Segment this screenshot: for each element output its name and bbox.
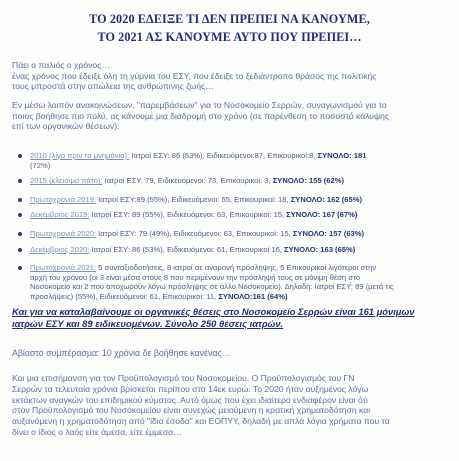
- bullet-icon: [18, 179, 22, 183]
- budget-line: δίνει ο ίδιος ο λαός είτε άμεσα, είτε έμμεσα…: [12, 426, 182, 437]
- staff-counts: Ιατροί ΕΣΥ: 79 (49%), Ειδικευόμενοι: 63, Επικουρικοί: 15,: [96, 228, 293, 238]
- total-count: ΣΥΝΟΛΟ: 157 (63%): [292, 228, 365, 238]
- lead-paragraph: [12, 100, 450, 132]
- period-label: Πρωτοχρονιά 2020:: [30, 228, 97, 238]
- total-count: ΣΥΝΟΛΟ:161 (64%): [218, 291, 288, 301]
- staff-counts: Ιατροί ΕΣΥ:89 (55%), Ειδικευόμενοι: 55, Επικουρικοί: 18,: [96, 194, 291, 204]
- lead-line: Εν μέσω λοιπόν ανακοινώσεων, "παρεμβάσεων" για το Νοσοκομείο Σερρών, συναγωνισμού για το: [12, 100, 387, 110]
- emphasis-line: Και για να καταλαβαίνουμε οι οργανικές θέσεις στο Νοσοκομείο Σερρών είναι 161 μόνιμων: [12, 306, 415, 317]
- emphasis-paragraph: [12, 306, 450, 330]
- staff-counts: προσλήψεις) (55%), Ειδικευόμενοι: 61, Επικουρικοί: 11,: [30, 291, 219, 301]
- total-count: ΣΥΝΟΛΟ: 181: [317, 151, 367, 160]
- intro-line: τους μπροστά στην απώλεια της ανθρώπινης ζωής…: [12, 81, 214, 92]
- bullet-icon: [18, 213, 22, 217]
- period-label: 2010 (λίγο πριν τα μνημόνια):: [30, 151, 130, 160]
- title-line-1: ΤΟ 2020 ΕΔΕΙΞΕ ΤΙ ΔΕΝ ΠΡΕΠΕΙ ΝΑ ΚΑΝΟΥΜΕ,: [89, 12, 370, 26]
- budget-line: στον Προϋπολογισμό του Νοσοκομείου είναι συνεχώς μειούμενη η κρατική χρηματοδότηση και: [12, 405, 371, 416]
- intro-line: ένας χρόνος που έδειξε όλη τη γύμνια του ΕΣΥ, που έδειξε το ξεδιάντροπο θράσος της πολιτικής: [12, 70, 377, 81]
- timeline-item: [18, 195, 448, 205]
- staff-counts: (72%): [30, 160, 51, 170]
- budget-line: Και μια επισήμανση για τον Προϋπολογισμό του Νοσοκομείου. Ο Προϋπολογισμός του ΓΝ: [12, 373, 355, 383]
- budget-line: εκτάκτων αναγκών του επιδημικού κύματος. Αυτό όμως που έχει ιδιαίτερο ενδιαφέρον είναι ότι: [12, 394, 368, 405]
- timeline-line: [30, 245, 448, 255]
- timeline-line: [30, 273, 448, 283]
- staff-counts: Ιατροί ΕΣΥ: 86 (53%), Ειδικευόμενοι: 61, Επικουρικοί 16,: [89, 244, 285, 254]
- period-label: Δεκέμβριος 2020:: [30, 244, 90, 254]
- timeline-line: [30, 210, 448, 220]
- lead-line: επί των οργανικών θέσεων):: [12, 121, 120, 132]
- timeline-line: [30, 292, 448, 302]
- period-label: Δεκέμβριος 2019:: [30, 210, 90, 220]
- total-count: ΣΥΝΟΛΟ: 167 (67%): [286, 210, 358, 220]
- title-line-2: ΤΟ 2021 ΑΣ ΚΑΝΟΥΜΕ ΑΥΤΟ ΠΟΥ ΠΡΕΠΕΙ…: [97, 30, 362, 44]
- total-count: ΣΥΝΟΛΟ: 163 (65%): [284, 244, 356, 254]
- total-count: ΣΥΝΟΛΟ: 162 (65%): [290, 194, 362, 204]
- budget-line: Σερρών τα τελευταία χρόνια βρίσκεται περίπου στα 14εκ ευρώ. Το 2020 ήταν αυξημένος λόγω: [12, 383, 369, 394]
- timeline-item: [18, 245, 448, 255]
- budget-paragraph: [12, 373, 450, 438]
- emphasis-line: ιατρών ΕΣΥ και 89 ειδικευομένων. Σύνολο 250 θέσεις ιατρών.: [12, 318, 284, 329]
- staff-counts: Νοσοκομείο και 2 που αποχωρούν λόγω πρόσληψης σε άλλο Νοσοκομείο). Δηλαδή: Ιατροί ΕΣΥ: 89 (μετά τις: [30, 282, 394, 292]
- timeline-list: [18, 151, 448, 308]
- total-count: ΣΥΝΟΛΟ: 155 (62%): [272, 176, 345, 186]
- timeline-line: [30, 263, 448, 273]
- staff-counts: Ιατροί ΕΣΥ: 89 (55%), Ειδικευόμενοι: 63, Επικουρικοί: 15,: [89, 210, 287, 220]
- period-label: Πρωτοχρονιά 2021:: [30, 263, 97, 273]
- timeline-line: [30, 161, 448, 171]
- period-label: 2015 (κλείσιμο πάτο):: [30, 176, 103, 186]
- budget-line: αυξανόμενη η χρηματοδότηση από "ίδια έσοδα" και ΕΟΠΥΥ, δηλαδή με απλά λόγια χρήματα που τα: [12, 416, 390, 427]
- timeline-line: [30, 282, 448, 292]
- period-label: Πρωτοχρονιά 2019:: [30, 194, 97, 204]
- lead-line: ποιος βοήθησε πιο πολύ, ας κάνουμε μια διαδρομή στο χρόνο (σε παρένθεση το ποσοστό κάλυψης: [12, 110, 390, 121]
- bullet-icon: [18, 248, 22, 252]
- timeline-line: [30, 151, 448, 161]
- bullet-icon: [18, 154, 22, 158]
- timeline-item: [18, 210, 448, 220]
- staff-counts: αρχή του χρόνου (οι 3 είναι μέσα στους 8 που περιμένουν την πρόσληψή τους σε μόνιμη θέση στο: [30, 272, 361, 282]
- timeline-item: [18, 263, 448, 301]
- bullet-icon: [18, 198, 22, 202]
- staff-counts: Ιατροί ΕΣΥ: 86 (53%), Ειδικευόμενοι:87, Επικουρικοί:8,: [129, 151, 318, 160]
- staff-counts: 5 συνταξιοδοτήσεις, 8 ιατροί σε αναμονή πρόσληψης, 5 Επικουρικοί λιγότεροι στην: [96, 263, 377, 273]
- intro-line: Πάει ο παλιός ο χρόνος…: [12, 60, 110, 70]
- timeline-item: [18, 176, 448, 186]
- timeline-item: [18, 151, 448, 170]
- bullet-icon: [18, 232, 22, 236]
- timeline-item: [18, 229, 448, 239]
- bullet-icon: [18, 266, 22, 270]
- conclusion-text: Αβίαστο συμπέρασμα: 10 χρόνια δε βοήθησε κανένας…: [12, 348, 231, 358]
- staff-counts: Ιατροί ΕΣΥ: 79, Ειδικευόμενοι: 73, Επικουρικοί: 3,: [102, 176, 273, 186]
- intro-paragraph: [12, 60, 450, 92]
- timeline-line: [30, 195, 448, 205]
- timeline-line: [30, 176, 448, 186]
- timeline-line: [30, 229, 448, 239]
